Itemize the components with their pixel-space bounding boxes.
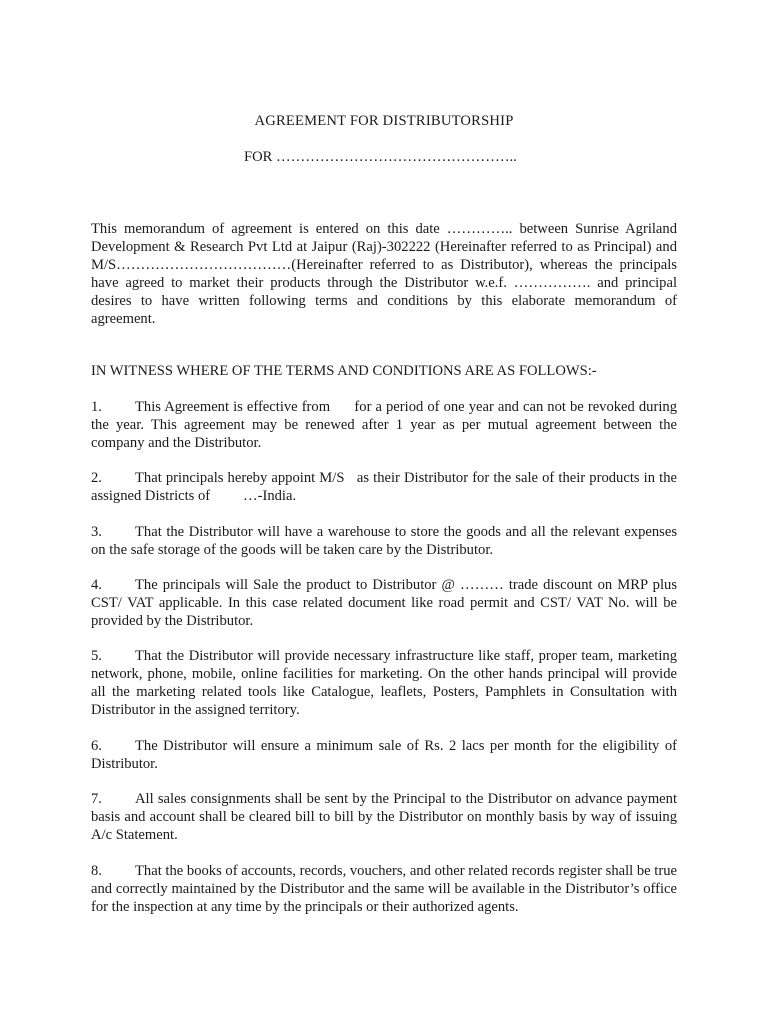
clause-number: 4. [91, 577, 102, 593]
clause-8 [91, 862, 677, 916]
clause-number: 7. [91, 791, 102, 807]
clause-number: 5. [91, 648, 102, 664]
clause-text: That principals hereby appoint M/S as their Distributor for the sale of their products in the assigned Districts of …-India. [91, 470, 681, 504]
clause-text: All sales consignments shall be sent by the Principal to the Distributor on advance payment basis and account shall be cleared bill to bill by the Distributor on monthly basis by way of issuing A/c Statement. [91, 791, 677, 843]
clause-text: That the Distributor will have a warehouse to store the goods and all the relevant expenses on the safe storage of the goods will be taken care by the Distributor. [91, 524, 677, 558]
clause-number: 1. [91, 399, 102, 415]
document-title: AGREEMENT FOR DISTRIBUTORSHIP [254, 113, 514, 129]
clause-number: 8. [91, 863, 102, 879]
for-line: FOR ………………………………………….. [244, 149, 517, 165]
clause-4 [91, 576, 677, 630]
clause-text: This Agreement is effective from for a period of one year and can not be revoked during the year. This agreement may be renewed after 1 year as per mutual agreement between the company and the Distributor. [91, 399, 681, 451]
clause-number: 3. [91, 524, 102, 540]
clause-5 [91, 647, 677, 719]
clause-1 [91, 398, 681, 452]
clause-text: That the Distributor will provide necessary infrastructure like staff, proper team, marketing network, phone, mobile, online facilities for marketing. On the other hands principal will provide all the marketing related tools like Catalogue, leaflets, Posters, Pamphlets in Consultation with Distributor in the assigned territory. [91, 648, 677, 718]
clause-3 [91, 523, 677, 559]
clause-text: The Distributor will ensure a minimum sale of Rs. 2 lacs per month for the eligibility of Distributor. [91, 738, 677, 772]
witness-heading: IN WITNESS WHERE OF THE TERMS AND CONDITIONS ARE AS FOLLOWS:- [91, 363, 597, 379]
intro-paragraph: This memorandum of agreement is entered on this date ………….. between Sunrise Agriland Development & Research Pvt Ltd at Jaipur (Raj)-302222 (Hereinafter referred to as Principal) and M/S………………………………(Hereinafter referred to as Distributor), whereas the principals have agreed to market their products through the Distributor w.e.f. ……………. and principal desires to have written following terms and conditions by this elaborate memorandum of agreement. [91, 221, 677, 327]
clause-7 [91, 790, 677, 844]
clause-text: That the books of accounts, records, vouchers, and other related records register shall be true and correctly maintained by the Distributor and the same will be available in the Distributor’s office for the inspection at any time by the principals or their authorized agents. [91, 863, 677, 915]
clause-6 [91, 737, 677, 773]
clause-text: The principals will Sale the product to Distributor @ ……… trade discount on MRP plus CST/ VAT applicable. In this case related document like road permit and CST/ VAT No. will be provided by the Distributor. [91, 577, 677, 629]
clause-number: 2. [91, 470, 102, 486]
clause-number: 6. [91, 738, 102, 754]
clause-2 [91, 469, 681, 505]
